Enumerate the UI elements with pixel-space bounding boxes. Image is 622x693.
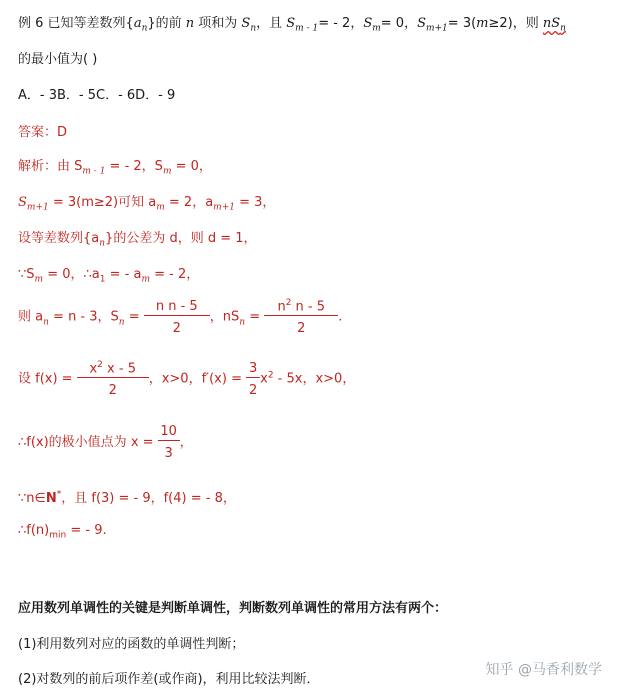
options: A．- 3B．- 5C．- 6D．- 9 — [18, 88, 176, 103]
sub-n: n — [141, 23, 148, 34]
sym-nS: nS — [542, 16, 561, 31]
sub: m - 1 — [82, 166, 106, 177]
text: ∵n∈ — [18, 491, 46, 506]
fraction-10-3 — [158, 424, 180, 461]
sym-S: S — [241, 16, 251, 31]
text: ，nS — [209, 309, 240, 325]
solution-line-3 — [18, 227, 257, 249]
sub: m — [34, 274, 44, 285]
text: = - 2，S — [105, 159, 163, 174]
solution-line-6 — [18, 360, 355, 398]
text: 设等差数列{a — [18, 231, 100, 246]
sym-m: m — [476, 16, 489, 31]
problem-text: ≥2)，则 — [488, 16, 543, 31]
text: = 3(m≥2)可知 a — [48, 195, 157, 210]
sub-m-1: m - 1 — [295, 23, 319, 34]
sym-n: n — [185, 16, 195, 31]
sub: m+1 — [213, 202, 235, 213]
sub: min — [49, 530, 67, 541]
text: ∴f(n) — [18, 523, 50, 538]
fraction-Sn — [144, 299, 210, 336]
sup: 2 — [97, 360, 103, 370]
text: = - 9. — [66, 523, 107, 538]
problem-text: ，且 — [256, 16, 287, 31]
solution-line-1 — [18, 155, 212, 177]
sub-m: m — [372, 23, 381, 34]
denominator: 2 — [108, 383, 117, 399]
text: 解析：由 S — [18, 159, 83, 174]
sub: m — [141, 274, 150, 285]
text: ，x>0，f′(x) = — [148, 371, 247, 387]
sup: 2 — [285, 298, 292, 308]
denominator: 2 — [248, 382, 258, 398]
problem-line-2: 的最小值为( ) — [18, 52, 98, 67]
numerator — [77, 360, 149, 378]
denominator: 3 — [164, 446, 173, 461]
text: = n - 3，S — [48, 309, 119, 325]
denominator: 2 — [297, 321, 306, 337]
sub-n: n — [560, 23, 566, 34]
solution-line-4 — [18, 263, 199, 285]
sub: n — [239, 317, 246, 328]
text: = 2，a — [164, 195, 214, 210]
sym-a: a — [133, 16, 142, 31]
text: - 5x，x>0， — [273, 371, 356, 387]
fraction-3-2 — [246, 361, 260, 398]
text: = - 2， — [149, 267, 200, 282]
problem-line-1 — [18, 12, 566, 34]
problem-prefix: 例 6 已知等差数列{ — [18, 16, 134, 31]
text: = - a — [105, 267, 142, 282]
solution-line-9 — [18, 523, 107, 541]
problem-text: 项和为 — [194, 16, 242, 31]
sym-S: S — [286, 16, 296, 31]
text: S — [18, 195, 27, 210]
sub: m — [156, 202, 165, 213]
text: x — [260, 371, 268, 387]
text: ，且 f(3) = - 9，f(4) = - 8， — [61, 491, 236, 506]
sym-S: S — [417, 16, 426, 31]
answer: 答案：D — [18, 125, 68, 140]
num-part: n — [277, 299, 286, 315]
num-part: x - 5 — [102, 361, 136, 377]
target-nSn — [542, 16, 566, 34]
text: 设 f(x) = — [18, 371, 77, 387]
text: ∴f(x)的极小值点为 x = — [18, 435, 158, 450]
text: }的公差为 d，则 d = 1， — [105, 231, 257, 246]
sup: 2 — [267, 370, 274, 381]
text: 则 a — [18, 309, 44, 325]
numerator — [264, 298, 338, 316]
problem-text: = - 2， — [318, 16, 364, 31]
sub: n — [118, 317, 125, 328]
sub-m+1: m+1 — [425, 23, 448, 34]
numerator: 10 — [158, 424, 180, 441]
problem-text: }的前 — [147, 16, 186, 31]
text: = — [124, 309, 144, 325]
summary-item-1: (1)利用数列对应的函数的单调性判断； — [18, 637, 245, 652]
solution-line-2 — [18, 191, 275, 213]
text: . — [338, 309, 343, 325]
sym-S: S — [363, 16, 373, 31]
text: ∵S — [18, 267, 35, 282]
fraction-fx — [77, 360, 149, 398]
num-part: x — [89, 361, 98, 377]
summary-heading: 应用数列单调性的关键是判断单调性，判断数列单调性的常用方法有两个： — [18, 601, 448, 616]
text: = 3， — [234, 195, 276, 210]
summary-item-2: (2)对数列的前后项作差(或作商)，利用比较法判断． — [18, 672, 320, 687]
fraction-nSn — [264, 298, 338, 336]
text: = 0，∴a — [43, 267, 100, 282]
problem-text: = 3( — [447, 16, 477, 31]
text: = 0， — [171, 159, 212, 174]
sub-n: n — [250, 23, 257, 34]
sub: n — [99, 238, 106, 249]
sub: m — [162, 166, 172, 177]
solution-line-8 — [18, 487, 236, 506]
sup: * — [56, 489, 62, 500]
text: ， — [179, 435, 193, 450]
set-N: N — [45, 491, 57, 506]
numerator: n n - 5 — [144, 299, 210, 316]
sub: n — [43, 317, 49, 328]
solution-line-5 — [18, 298, 342, 336]
numerator: 3 — [246, 361, 260, 378]
watermark: 知乎 @马香利数学 — [485, 662, 602, 678]
denominator: 2 — [172, 320, 181, 336]
solution-line-7 — [18, 424, 193, 461]
sub: 1 — [99, 274, 106, 285]
num-part: n - 5 — [291, 299, 326, 315]
problem-text: = 0， — [380, 16, 418, 31]
text: = — [245, 309, 265, 325]
sub: m+1 — [26, 202, 49, 213]
